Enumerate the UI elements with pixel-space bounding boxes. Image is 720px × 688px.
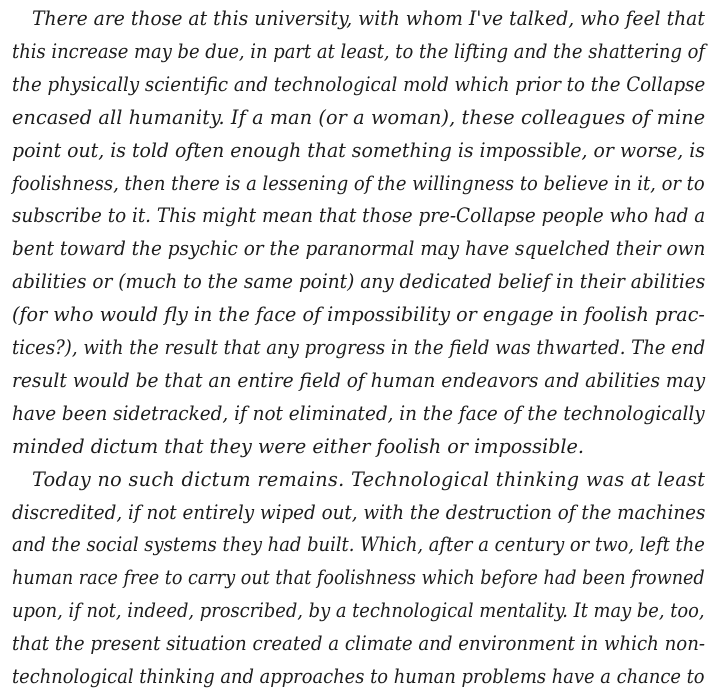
text-line: human race free to carry out that foolishness which before had been frowned [12,566,705,590]
text-line: result would be that an entire field of human endeavors and abilities may [12,368,706,392]
text-line: tices?), with the result that any progress in the field was thwarted. The end [12,336,706,359]
text-line: minded dictum that they were either foolish or impossible. [12,434,584,458]
text-line: that the present situation created a climate and environment in which non- [12,632,706,656]
text-line: the physically scientific and technological mold which prior to the Collapse [12,72,706,96]
text-line: encased all humanity. If a man (or a woman), these colleagues of mine [12,105,706,129]
text-line: foolishness, then there is a lessening of the willingness to believe in it, or to [12,171,705,195]
text-line: discredited, if not entirely wiped out, with the destruction of the machines [12,500,706,524]
text-line: subscribe to it. This might mean that those pre-Collapse people who had a [12,204,706,228]
text-line: bent toward the psychic or the paranormal may have squelched their own [12,237,706,261]
text-line: point out, is told often enough that something is impossible, or worse, is [12,138,705,162]
text-line: There are those at this university, with whom I've talked, who feel that [32,7,705,30]
text-line: have been sidetracked, if not eliminated, in the face of the technologically [12,401,705,425]
text-line: upon, if not, indeed, proscribed, by a technological mentality. It may be, too, [12,599,705,623]
text-line: abilities or (much to the same point) any dedicated belief in their abilities [12,270,706,294]
text-line: and the social systems they had built. Which, after a century or two, left the [12,533,705,557]
text-line: Today no such dictum remains. Technological thinking was at least [32,467,706,491]
text-line: (for who would fly in the face of impossibility or engage in foolish prac- [12,303,705,327]
text-line: technological thinking and approaches to human problems have a chance to [12,665,705,688]
text-line: this increase may be due, in part at least, to the lifting and the shattering of [12,39,706,63]
